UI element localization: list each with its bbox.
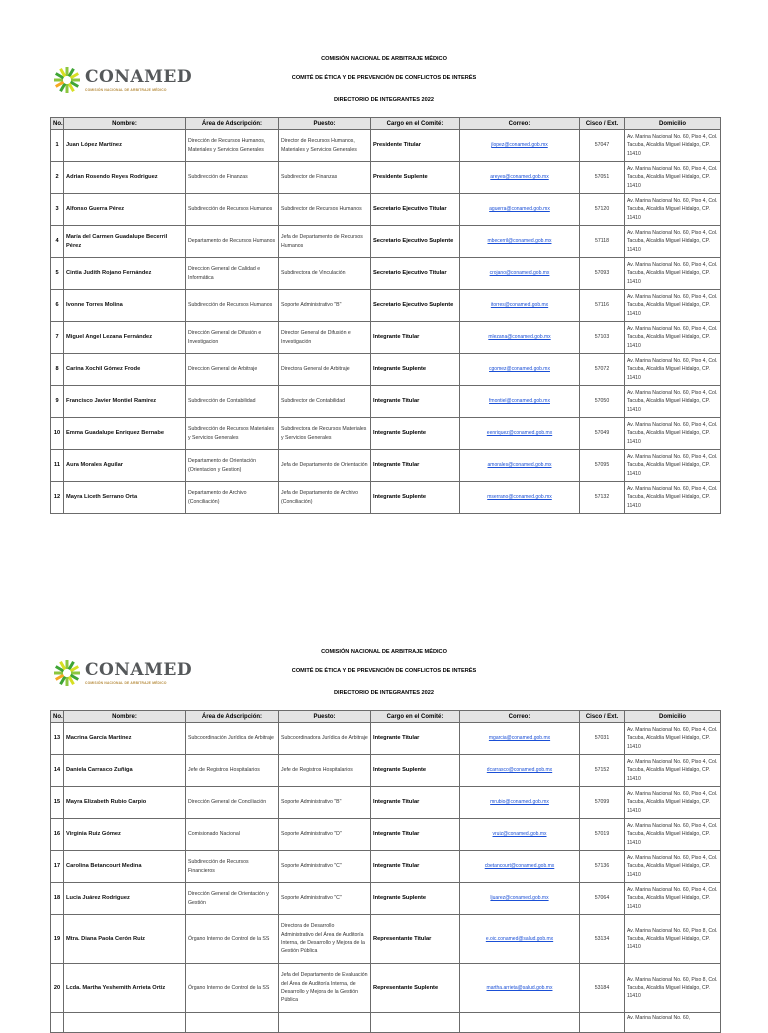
member-ext: 57116 <box>580 290 625 322</box>
member-area: Direccion General de Arbitraje <box>186 354 279 386</box>
member-ext: 57103 <box>580 322 625 354</box>
col-ext: Cisco / Ext. <box>580 118 625 130</box>
email-link[interactable]: fmontiel@conamed.gob.mx <box>489 398 550 405</box>
member-area: Órgano Interno de Control de la SS <box>186 964 279 1013</box>
member-position: Directora de Desarrollo Administrativo del Área de Auditoría Interna, de Desarrollo y Mejora de la Gestión Pública <box>279 915 371 964</box>
member-ext: 57136 <box>580 851 625 883</box>
member-area: Dirección General de Conciliación <box>186 787 279 819</box>
members-table-2 <box>50 710 721 1033</box>
row-number: 11 <box>51 450 64 482</box>
email-link[interactable]: crojano@conamed.gob.mx <box>489 270 550 277</box>
table-header-row <box>51 711 721 723</box>
member-area: Departamento de Recursos Humanos <box>186 226 279 258</box>
member-role: Presidente Suplente <box>371 162 460 194</box>
member-ext: 57093 <box>580 258 625 290</box>
email-link[interactable]: aguerra@conamed.gob.mx <box>489 206 550 213</box>
member-ext: 57095 <box>580 450 625 482</box>
row-number: 12 <box>51 482 64 514</box>
member-position: Subdirector de Contabilidad <box>279 386 371 418</box>
member-address: Av. Marina Nacional No. 60, Piso 4, Col. Tacuba, Alcaldía Miguel Hidalgo, CP. 11410 <box>625 290 721 322</box>
member-address: Av. Marina Nacional No. 60, Piso 4, Col. Tacuba, Alcaldía Miguel Hidalgo, CP. 11410 <box>625 162 721 194</box>
member-area: Subdirección de Recursos Financieros <box>186 851 279 883</box>
table-row <box>51 755 721 787</box>
email-link[interactable]: vruiz@conamed.gob.mx <box>492 831 547 838</box>
logo-subtitle: COMISIÓN NACIONAL DE ARBITRAJE MÉDICO <box>85 87 167 92</box>
member-area: Subdirección de Recursos Humanos <box>186 194 279 226</box>
member-name: Alfonso Guerra Pérez <box>64 194 186 226</box>
doc-directory-title: DIRECTORIO DE INTEGRANTES 2022 <box>334 690 434 696</box>
member-address: Av. Marina Nacional No. 60, Piso 4, Col. Tacuba, Alcaldía Miguel Hidalgo, CP. 11410 <box>625 450 721 482</box>
member-name: Carolina Betancourt Medina <box>64 851 186 883</box>
member-area: Direccion General de Calidad e Informática <box>186 258 279 290</box>
col-name: Nombre: <box>64 118 186 130</box>
col-address: Domicilio <box>625 711 721 723</box>
member-address: Av. Marina Nacional No. 60, Piso 4, Col. Tacuba, Alcaldía Miguel Hidalgo, CP. 11410 <box>625 194 721 226</box>
member-role: Integrante Suplente <box>371 418 460 450</box>
member-ext: 57072 <box>580 354 625 386</box>
member-role: Integrante Titular <box>371 723 460 755</box>
doc-subtitle: COMITÉ DE ÉTICA Y DE PREVENCIÓN DE CONFLICTOS DE INTERÉS <box>291 75 477 81</box>
member-name: Carina Xochil Gómez Frode <box>64 354 186 386</box>
col-role: Cargo en el Comité: <box>371 711 460 723</box>
member-ext: 57118 <box>580 226 625 258</box>
member-name: Mayra Elizabeth Rubio Carpio <box>64 787 186 819</box>
member-position: Directora General de Arbitraje <box>279 354 371 386</box>
member-address: Av. Marina Nacional No. 60, Piso 4, Col. Tacuba, Alcaldía Miguel Hidalgo, CP. 11410 <box>625 418 721 450</box>
member-role: Integrante Suplente <box>371 755 460 787</box>
member-name: Mtra. Diana Paola Cerón Ruiz <box>64 915 186 964</box>
member-name: Daniela Carrasco Zuñiga <box>64 755 186 787</box>
email-link[interactable]: cgomez@conamed.gob.mx <box>489 366 550 373</box>
email-link[interactable]: ljuarez@conamed.gob.mx <box>490 895 549 902</box>
member-name: Emma Guadalupe Enriquez Bernabe <box>64 418 186 450</box>
row-number: 7 <box>51 322 64 354</box>
email-link[interactable]: cbetancourt@conamed.gob.mx <box>484 863 555 870</box>
member-name: Miguel Angel Lezana Fernández <box>64 322 186 354</box>
member-role: Secretario Ejecutivo Suplente <box>371 226 460 258</box>
col-role: Cargo en el Comité: <box>371 118 460 130</box>
row-number: 9 <box>51 386 64 418</box>
member-area: Órgano Interno de Control de la SS <box>186 915 279 964</box>
table-row <box>51 258 721 290</box>
member-address: Av. Marina Nacional No. 60, Piso 4, Col. Tacuba, Alcaldía Miguel Hidalgo, CP. 11410 <box>625 258 721 290</box>
table-row <box>51 226 721 258</box>
member-address: Av. Marina Nacional No. 60, Piso 4, Col. Tacuba, Alcaldía Miguel Hidalgo, CP. 11410 <box>625 322 721 354</box>
col-area: Área de Adscripción: <box>186 118 279 130</box>
row-number: 16 <box>51 819 64 851</box>
member-role: Integrante Titular <box>371 819 460 851</box>
member-position: Subcoordinadora Jurídica de Arbitraje <box>279 723 371 755</box>
member-position: Soporte Administrativo "B" <box>279 290 371 322</box>
table-row <box>51 386 721 418</box>
member-position: Soporte Administrativo "C" <box>279 851 371 883</box>
member-name: Virginia Ruiz Gómez <box>64 819 186 851</box>
table-row <box>51 787 721 819</box>
member-ext: 57099 <box>580 787 625 819</box>
member-role: Integrante Titular <box>371 386 460 418</box>
email-link[interactable]: mbecerril@conamed.gob.mx <box>487 238 552 245</box>
member-ext: 57064 <box>580 883 625 915</box>
member-address: Av. Marina Nacional No. 60, Piso 4, Col. Tacuba, Alcaldía Miguel Hidalgo, CP. 11410 <box>625 130 721 162</box>
col-name: Nombre: <box>64 711 186 723</box>
member-ext: 57120 <box>580 194 625 226</box>
member-position: Jefa de Departamento de Recursos Humanos <box>279 226 371 258</box>
member-role: Secretario Ejecutivo Titular <box>371 194 460 226</box>
table-row <box>51 1013 721 1033</box>
table-row <box>51 418 721 450</box>
email-link[interactable]: itorres@conamed.gob.mx <box>490 302 549 309</box>
email-link[interactable]: martha.arrieta@salud.gob.mx <box>486 984 553 991</box>
member-role: Integrante Suplente <box>371 354 460 386</box>
member-role: Presidente Titular <box>371 130 460 162</box>
member-position: Jefa del Departamento de Evaluación del Área de Auditoría Interna, de Desarrollo y Mejora de la Gestión Pública <box>279 964 371 1013</box>
member-area: Dirección de Recursos Humanos, Materiales y Servicios Generales <box>186 130 279 162</box>
col-email: Correo: <box>460 118 580 130</box>
email-link[interactable]: areyes@conamed.gob.mx <box>490 174 549 181</box>
table-row <box>51 450 721 482</box>
member-position: Jefa de Departamento de Orientación <box>279 450 371 482</box>
table-row <box>51 130 721 162</box>
member-position: Soporte Administrativo "D" <box>279 819 371 851</box>
member-name: Francisco Javier Montiel Ramirez <box>64 386 186 418</box>
member-address: Av. Marina Nacional No. 60, <box>625 1013 721 1033</box>
row-number: 18 <box>51 883 64 915</box>
col-no: No. <box>51 118 64 130</box>
member-role: Integrante Suplente <box>371 883 460 915</box>
doc-title: COMISIÓN NACIONAL DE ARBITRAJE MÉDICO <box>321 649 447 655</box>
member-name: Juan López Martínez <box>64 130 186 162</box>
member-ext: 53134 <box>580 915 625 964</box>
row-number: 1 <box>51 130 64 162</box>
row-number: 4 <box>51 226 64 258</box>
row-number: 17 <box>51 851 64 883</box>
member-name: Adrian Rosendo Reyes Rodriguez <box>64 162 186 194</box>
row-number: 5 <box>51 258 64 290</box>
email-link[interactable]: mrubio@conamed.gob.mx <box>490 799 549 806</box>
member-area: Subdirección de Recursos Humanos <box>186 290 279 322</box>
member-ext: 57049 <box>580 418 625 450</box>
doc-subtitle: COMITÉ DE ÉTICA Y DE PREVENCIÓN DE CONFLICTOS DE INTERÉS <box>291 668 477 674</box>
member-position: Subdirector de Recursos Humanos <box>279 194 371 226</box>
table-row <box>51 482 721 514</box>
member-ext: 57031 <box>580 723 625 755</box>
member-name: Lcda. Martha Yeshemith Arrieta Ortiz <box>64 964 186 1013</box>
member-name: Ivonne Torres Molina <box>64 290 186 322</box>
member-address: Av. Marina Nacional No. 60, Piso 4, Col. Tacuba, Alcaldía Miguel Hidalgo, CP. 11410 <box>625 226 721 258</box>
member-position: Soporte Administrativo "B" <box>279 787 371 819</box>
row-number: 13 <box>51 723 64 755</box>
member-name: Macrina García Martínez <box>64 723 186 755</box>
col-position: Puesto: <box>279 118 371 130</box>
member-ext: 53184 <box>580 964 625 1013</box>
member-role: Integrante Titular <box>371 787 460 819</box>
table-row <box>51 851 721 883</box>
doc-directory-title: DIRECTORIO DE INTEGRANTES 2022 <box>334 97 434 103</box>
member-position: Soporte Administrativo "C" <box>279 883 371 915</box>
member-area: Subdirección de Finanzas <box>186 162 279 194</box>
member-address: Av. Marina Nacional No. 60, Piso 8, Col. Tacuba, Alcaldía Miguel Hidalgo, CP. 11410 <box>625 915 721 964</box>
member-address: Av. Marina Nacional No. 60, Piso 8, Col. Tacuba, Alcaldía Miguel Hidalgo, CP. 11410 <box>625 964 721 1013</box>
member-area: Dirección General de Orientación y Gestión <box>186 883 279 915</box>
member-position: Director General de Difusión e Investigación <box>279 322 371 354</box>
member-role: Integrante Suplente <box>371 482 460 514</box>
table-row <box>51 964 721 1013</box>
member-position: Subdirectora de Vinculación <box>279 258 371 290</box>
table-row <box>51 322 721 354</box>
email-link[interactable]: mserrano@conamed.gob.mx <box>487 494 552 501</box>
member-ext: 57132 <box>580 482 625 514</box>
table-row <box>51 819 721 851</box>
table-row <box>51 162 721 194</box>
table-row <box>51 194 721 226</box>
member-position: Jefa de Departamento de Archivo (Conciliación) <box>279 482 371 514</box>
directory-sheet-2 <box>0 594 768 1024</box>
col-position: Puesto: <box>279 711 371 723</box>
member-role: Integrante Titular <box>371 322 460 354</box>
member-area: Subcoordinación Jurídica de Arbitraje <box>186 723 279 755</box>
member-position: Jefe de Registros Hospitalarios <box>279 755 371 787</box>
member-role: Integrante Titular <box>371 851 460 883</box>
email-link[interactable]: amorales@conamed.gob.mx <box>487 462 552 469</box>
logo-name: CONAMED <box>85 66 193 87</box>
member-ext: 57152 <box>580 755 625 787</box>
member-position: Subdirector de Finanzas <box>279 162 371 194</box>
member-address: Av. Marina Nacional No. 60, Piso 4, Col. Tacuba, Alcaldía Miguel Hidalgo, CP. 11410 <box>625 354 721 386</box>
member-area: Dirección General de Difusión e Investigacion <box>186 322 279 354</box>
member-name: Lucia Juárez Rodriguez <box>64 883 186 915</box>
col-area: Área de Adscripción: <box>186 711 279 723</box>
member-role: Secretario Ejecutivo Suplente <box>371 290 460 322</box>
email-link[interactable]: e.oic.conamed@salud.gob.mx <box>485 935 554 942</box>
email-link[interactable]: mgarcia@conamed.gob.mx <box>488 735 551 742</box>
doc-title: COMISIÓN NACIONAL DE ARBITRAJE MÉDICO <box>321 56 447 62</box>
col-email: Correo: <box>460 711 580 723</box>
member-area: Subdirección de Recursos Materiales y Servicios Generales <box>186 418 279 450</box>
col-ext: Cisco / Ext. <box>580 711 625 723</box>
member-address: Av. Marina Nacional No. 60, Piso 4, Col. Tacuba, Alcaldía Miguel Hidalgo, CP. 11410 <box>625 787 721 819</box>
member-area: Comisionado Nacional <box>186 819 279 851</box>
table-row <box>51 723 721 755</box>
row-number: 20 <box>51 964 64 1013</box>
table-row <box>51 915 721 964</box>
member-role: Integrante Titular <box>371 450 460 482</box>
member-address: Av. Marina Nacional No. 60, Piso 4, Col. Tacuba, Alcaldía Miguel Hidalgo, CP. 11410 <box>625 851 721 883</box>
logo-subtitle: COMISIÓN NACIONAL DE ARBITRAJE MÉDICO <box>85 680 167 685</box>
email-link[interactable]: jlopez@conamed.gob.mx <box>491 142 548 149</box>
member-ext: 57050 <box>580 386 625 418</box>
member-name: María del Carmen Guadalupe Becerril Pérez <box>64 226 186 258</box>
member-name: Cintia Judith Rojano Fernández <box>64 258 186 290</box>
table-row <box>51 290 721 322</box>
row-number: 14 <box>51 755 64 787</box>
member-ext: 57047 <box>580 130 625 162</box>
member-address: Av. Marina Nacional No. 60, Piso 4, Col. Tacuba, Alcaldía Miguel Hidalgo, CP. 11410 <box>625 819 721 851</box>
row-number: 3 <box>51 194 64 226</box>
member-role: Representante Suplente <box>371 964 460 1013</box>
member-position: Director de Recursos Humanos, Materiales y Servicios Generales <box>279 130 371 162</box>
email-link[interactable]: mlezana@conamed.gob.mx <box>488 334 551 341</box>
col-address: Domicilio <box>625 118 721 130</box>
member-address: Av. Marina Nacional No. 60, Piso 4, Col. Tacuba, Alcaldía Miguel Hidalgo, CP. 11410 <box>625 883 721 915</box>
member-address: Av. Marina Nacional No. 60, Piso 4, Col. Tacuba, Alcaldía Miguel Hidalgo, CP. 11410 <box>625 755 721 787</box>
member-role: Secretario Ejecutivo Titular <box>371 258 460 290</box>
logo-name: CONAMED <box>85 659 193 680</box>
member-ext: 57051 <box>580 162 625 194</box>
member-address: Av. Marina Nacional No. 60, Piso 4, Col. Tacuba, Alcaldía Miguel Hidalgo, CP. 11410 <box>625 723 721 755</box>
table-row <box>51 354 721 386</box>
table-row <box>51 883 721 915</box>
member-area: Subdirección de Contabilidad <box>186 386 279 418</box>
row-number: 10 <box>51 418 64 450</box>
member-role: Representante Titular <box>371 915 460 964</box>
member-ext: 57019 <box>580 819 625 851</box>
row-number: 19 <box>51 915 64 964</box>
member-area: Departamento de Archivo (Conciliación) <box>186 482 279 514</box>
row-number: 6 <box>51 290 64 322</box>
member-area: Departamento de Orientación (Orientacion y Gestion) <box>186 450 279 482</box>
members-table-1 <box>50 117 721 514</box>
member-position: Subdirectora de Recursos Materiales y Servicios Generales <box>279 418 371 450</box>
row-number: 2 <box>51 162 64 194</box>
member-name: Mayra Liceth Serrano Orta <box>64 482 186 514</box>
col-no: No. <box>51 711 64 723</box>
row-number: 8 <box>51 354 64 386</box>
email-link[interactable]: dcarrasco@conamed.gob.mx <box>486 767 553 774</box>
member-address: Av. Marina Nacional No. 60, Piso 4, Col. Tacuba, Alcaldía Miguel Hidalgo, CP. 11410 <box>625 386 721 418</box>
table-header-row <box>51 118 721 130</box>
row-number: 15 <box>51 787 64 819</box>
member-address: Av. Marina Nacional No. 60, Piso 4, Col. Tacuba, Alcaldía Miguel Hidalgo, CP. 11410 <box>625 482 721 514</box>
member-area: Jefe de Registros Hospitalarios <box>186 755 279 787</box>
member-name: Aura Morales Aguilar <box>64 450 186 482</box>
email-link[interactable]: eenriquez@conamed.gob.mx <box>486 430 553 437</box>
